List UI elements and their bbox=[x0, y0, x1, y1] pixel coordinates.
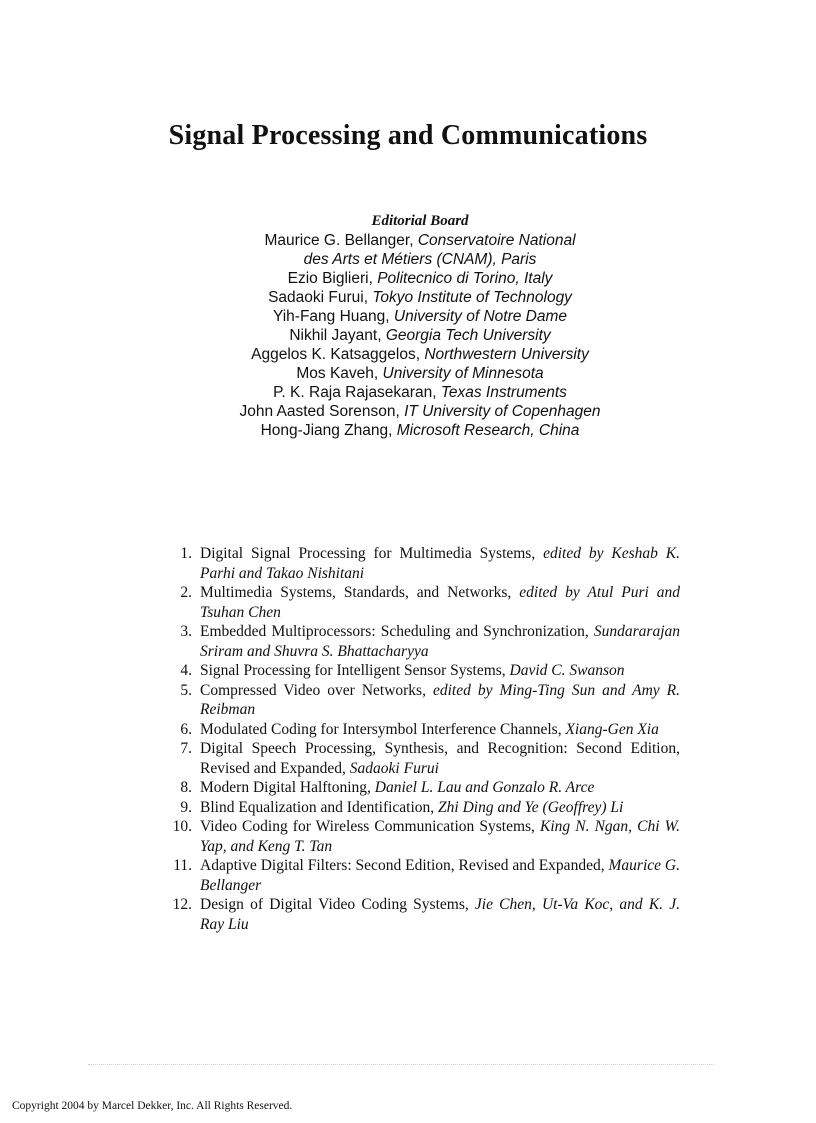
board-member bbox=[120, 307, 720, 326]
editorial-board bbox=[120, 212, 720, 440]
board-member bbox=[120, 345, 720, 364]
series-entry bbox=[200, 583, 680, 622]
series-number: 8. bbox=[180, 779, 192, 796]
series-authors: Zhi Ding and Ye (Geoffrey) Li bbox=[438, 798, 624, 816]
series-authors: Sundararajan Sriram and Shuvra S. Bhattacharyya bbox=[200, 623, 680, 660]
board-member bbox=[120, 364, 720, 383]
series-item bbox=[160, 739, 680, 778]
member-name: Hong-Jiang Zhang, bbox=[260, 422, 397, 439]
member-affiliation: Politecnico di Torino, Italy bbox=[377, 270, 553, 287]
member-affiliation: Microsoft Research, China bbox=[396, 422, 580, 439]
series-number: 7. bbox=[180, 740, 192, 757]
series-authors: David C. Swanson bbox=[509, 662, 625, 679]
series-number: 9. bbox=[180, 798, 192, 816]
member-name: Maurice G. Bellanger, bbox=[264, 232, 418, 249]
board-member bbox=[120, 231, 720, 250]
series-item bbox=[160, 583, 680, 622]
series-title: Digital Speech Processing, Synthesis, and Recognition: Second Edition, Revised and Expanded, bbox=[200, 740, 680, 777]
series-number: 3. bbox=[180, 623, 192, 640]
series-entry bbox=[200, 895, 680, 934]
series-entry bbox=[200, 622, 680, 661]
member-name: P. K. Raja Rajasekaran, bbox=[273, 384, 441, 401]
board-member bbox=[120, 269, 720, 288]
series-title: Compressed Video over Networks, bbox=[200, 681, 433, 699]
series-title: Signal Processing for Intelligent Sensor Systems, bbox=[200, 662, 510, 679]
series-entry bbox=[200, 798, 680, 818]
footer-divider bbox=[88, 1064, 714, 1065]
member-name: Ezio Biglieri, bbox=[287, 270, 378, 287]
member-affiliation: Conservatoire National bbox=[417, 232, 576, 249]
member-affiliation: IT University of Copenhagen bbox=[404, 403, 601, 420]
series-title: Design of Digital Video Coding Systems, bbox=[200, 896, 475, 913]
series-number: 2. bbox=[180, 584, 192, 601]
series-entry bbox=[200, 661, 680, 681]
series-authors: Sadaoki Furui bbox=[349, 759, 439, 777]
series-item bbox=[160, 661, 680, 681]
series-authors: edited by Atul Puri and Tsuhan Chen bbox=[200, 584, 681, 621]
board-member bbox=[120, 250, 720, 269]
board-member bbox=[120, 421, 720, 440]
series-list bbox=[160, 544, 680, 934]
member-name: Sadaoki Furui, bbox=[268, 289, 373, 306]
series-title: Blind Equalization and Identification, bbox=[200, 798, 439, 816]
series-title: Modern Digital Halftoning, bbox=[200, 779, 375, 796]
series-item bbox=[160, 720, 680, 740]
series-authors: edited by Keshab K. Parhi and Takao Nishitani bbox=[200, 545, 680, 582]
series-number: 5. bbox=[180, 681, 192, 699]
series-entry bbox=[200, 681, 680, 720]
series-title: Modulated Coding for Intersymbol Interference Channels, bbox=[200, 720, 566, 738]
series-number: 4. bbox=[180, 662, 192, 679]
member-affiliation: Texas Instruments bbox=[440, 384, 567, 401]
member-affiliation: Northwestern University bbox=[424, 346, 589, 363]
series-entry bbox=[200, 856, 680, 895]
series-title: Digital Signal Processing for Multimedia Systems, bbox=[200, 545, 544, 562]
series-item bbox=[160, 681, 680, 720]
series-authors: King N. Ngan, Chi W. Yap, and Keng T. Tan bbox=[200, 818, 680, 855]
series-entry bbox=[200, 778, 680, 798]
member-name: Nikhil Jayant, bbox=[289, 327, 386, 344]
series-title: Adaptive Digital Filters: Second Edition, Revised and Expanded, bbox=[200, 857, 609, 874]
board-member bbox=[120, 326, 720, 345]
series-number: 6. bbox=[180, 720, 192, 738]
series-entry bbox=[200, 720, 680, 740]
series-entry bbox=[200, 739, 680, 778]
series-authors: Xiang-Gen Xia bbox=[565, 720, 659, 738]
series-entry bbox=[200, 544, 680, 583]
series-authors: Maurice G. Bellanger bbox=[200, 857, 681, 894]
editorial-board-heading: Editorial Board bbox=[371, 213, 469, 229]
series-number: 11. bbox=[173, 857, 192, 874]
member-affiliation: University of Minnesota bbox=[382, 365, 544, 382]
member-affiliation: University of Notre Dame bbox=[393, 308, 568, 325]
member-affiliation: des Arts et Métiers (CNAM), Paris bbox=[303, 251, 537, 268]
series-item bbox=[160, 544, 680, 583]
board-member bbox=[120, 383, 720, 402]
series-item bbox=[160, 622, 680, 661]
series-item bbox=[160, 895, 680, 934]
board-member bbox=[120, 402, 720, 421]
copyright-notice: Copyright 2004 by Marcel Dekker, Inc. All Rights Reserved. bbox=[12, 1100, 293, 1112]
series-entry bbox=[200, 817, 680, 856]
series-title: Multimedia Systems, Standards, and Networks, bbox=[200, 584, 520, 601]
member-name: John Aasted Sorenson, bbox=[239, 403, 405, 420]
series-authors: Jie Chen, Ut-Va Koc, and K. J. Ray Liu bbox=[200, 896, 680, 933]
page-title: Signal Processing and Communications bbox=[168, 120, 648, 151]
series-authors: edited by Ming-Ting Sun and Amy R. Reibman bbox=[200, 681, 680, 718]
series-item bbox=[160, 778, 680, 798]
member-name: Mos Kaveh, bbox=[296, 365, 383, 382]
series-item bbox=[160, 856, 680, 895]
member-name: Aggelos K. Katsaggelos, bbox=[251, 346, 425, 363]
series-title: Embedded Multiprocessors: Scheduling and Synchronization, bbox=[200, 623, 594, 640]
series-number: 12. bbox=[172, 896, 192, 913]
series-item bbox=[160, 798, 680, 818]
series-authors: Daniel L. Lau and Gonzalo R. Arce bbox=[374, 779, 595, 796]
series-item bbox=[160, 817, 680, 856]
series-title: Video Coding for Wireless Communication Systems, bbox=[200, 818, 541, 835]
member-affiliation: Georgia Tech University bbox=[385, 327, 551, 344]
member-name: Yih-Fang Huang, bbox=[272, 308, 394, 325]
series-number: 10. bbox=[172, 818, 192, 835]
series-number: 1. bbox=[180, 545, 192, 562]
board-member bbox=[120, 288, 720, 307]
member-affiliation: Tokyo Institute of Technology bbox=[372, 289, 572, 306]
